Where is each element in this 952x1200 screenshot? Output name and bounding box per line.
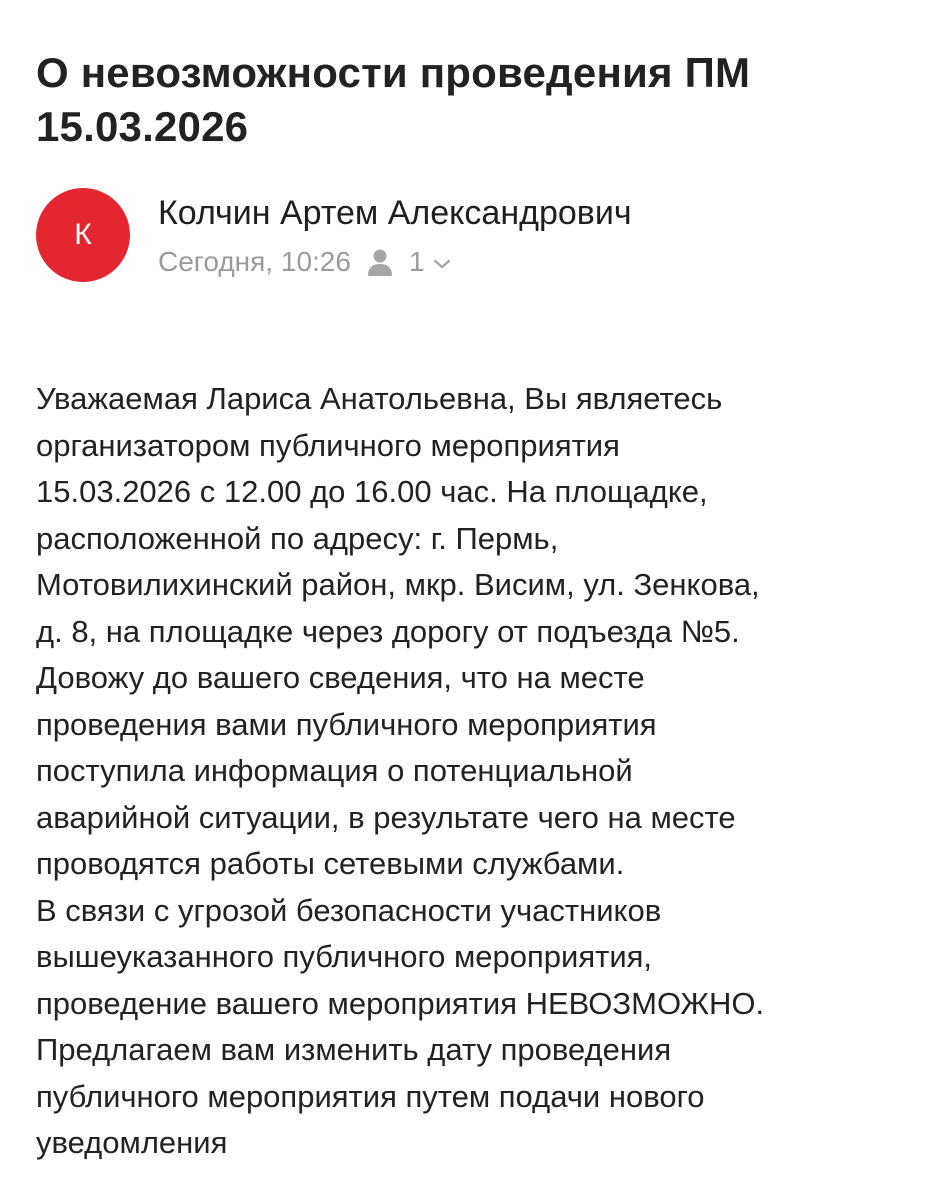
body-line: организатором публичного мероприятия <box>36 427 620 463</box>
body-line: проведение вашего мероприятия НЕВОЗМОЖНО. <box>36 985 765 1021</box>
body-line: публичного мероприятия путем подачи нового <box>36 1078 705 1114</box>
body-line: Довожу до вашего сведения, что на месте <box>36 660 645 695</box>
body-line: Мотовилихинский район, мкр. Висим, ул. Зенкова, <box>36 567 760 602</box>
body-line: д. 8, на площадке через дорогу от подъезда №5. <box>36 613 740 649</box>
body-line: уведомления <box>36 1125 228 1160</box>
avatar-initial: К <box>74 218 92 251</box>
subject-line-1: О невозможности проведения ПМ <box>36 49 751 96</box>
body-line: вышеуказанного публичного мероприятия, <box>36 939 653 974</box>
body-line: Предлагаем вам изменить дату проведения <box>36 1032 672 1067</box>
body-line: аварийной ситуации, в результате чего на месте <box>36 799 736 835</box>
body-line: расположенной по адресу: г. Пермь, <box>36 520 559 556</box>
email-subject <box>36 46 916 154</box>
chevron-down-icon <box>433 258 451 270</box>
message-meta <box>158 244 451 280</box>
sender-block[interactable] <box>36 188 916 288</box>
recipient-count: 1 <box>408 246 425 277</box>
message-body[interactable] <box>36 376 926 1167</box>
recipients-toggle[interactable] <box>365 246 451 278</box>
body-line: В связи с угрозой безопасности участников <box>36 892 662 928</box>
body-line: поступила информация о потенциальной <box>36 753 633 788</box>
message-date: Сегодня, 10:26 <box>158 246 351 277</box>
person-icon <box>365 247 395 277</box>
avatar[interactable] <box>36 188 130 282</box>
sender-name[interactable]: Колчин Артем Александрович <box>158 194 632 232</box>
body-line: 15.03.2026 с 12.00 до 16.00 час. На площадке, <box>36 474 708 509</box>
subject-line-2: 15.03.2026 <box>36 103 249 150</box>
body-line: Уважаемая Лариса Анатольевна, Вы являетесь <box>36 381 723 416</box>
body-line: проводятся работы сетевыми службами. <box>36 846 625 881</box>
body-line: проведения вами публичного мероприятия <box>36 706 657 742</box>
